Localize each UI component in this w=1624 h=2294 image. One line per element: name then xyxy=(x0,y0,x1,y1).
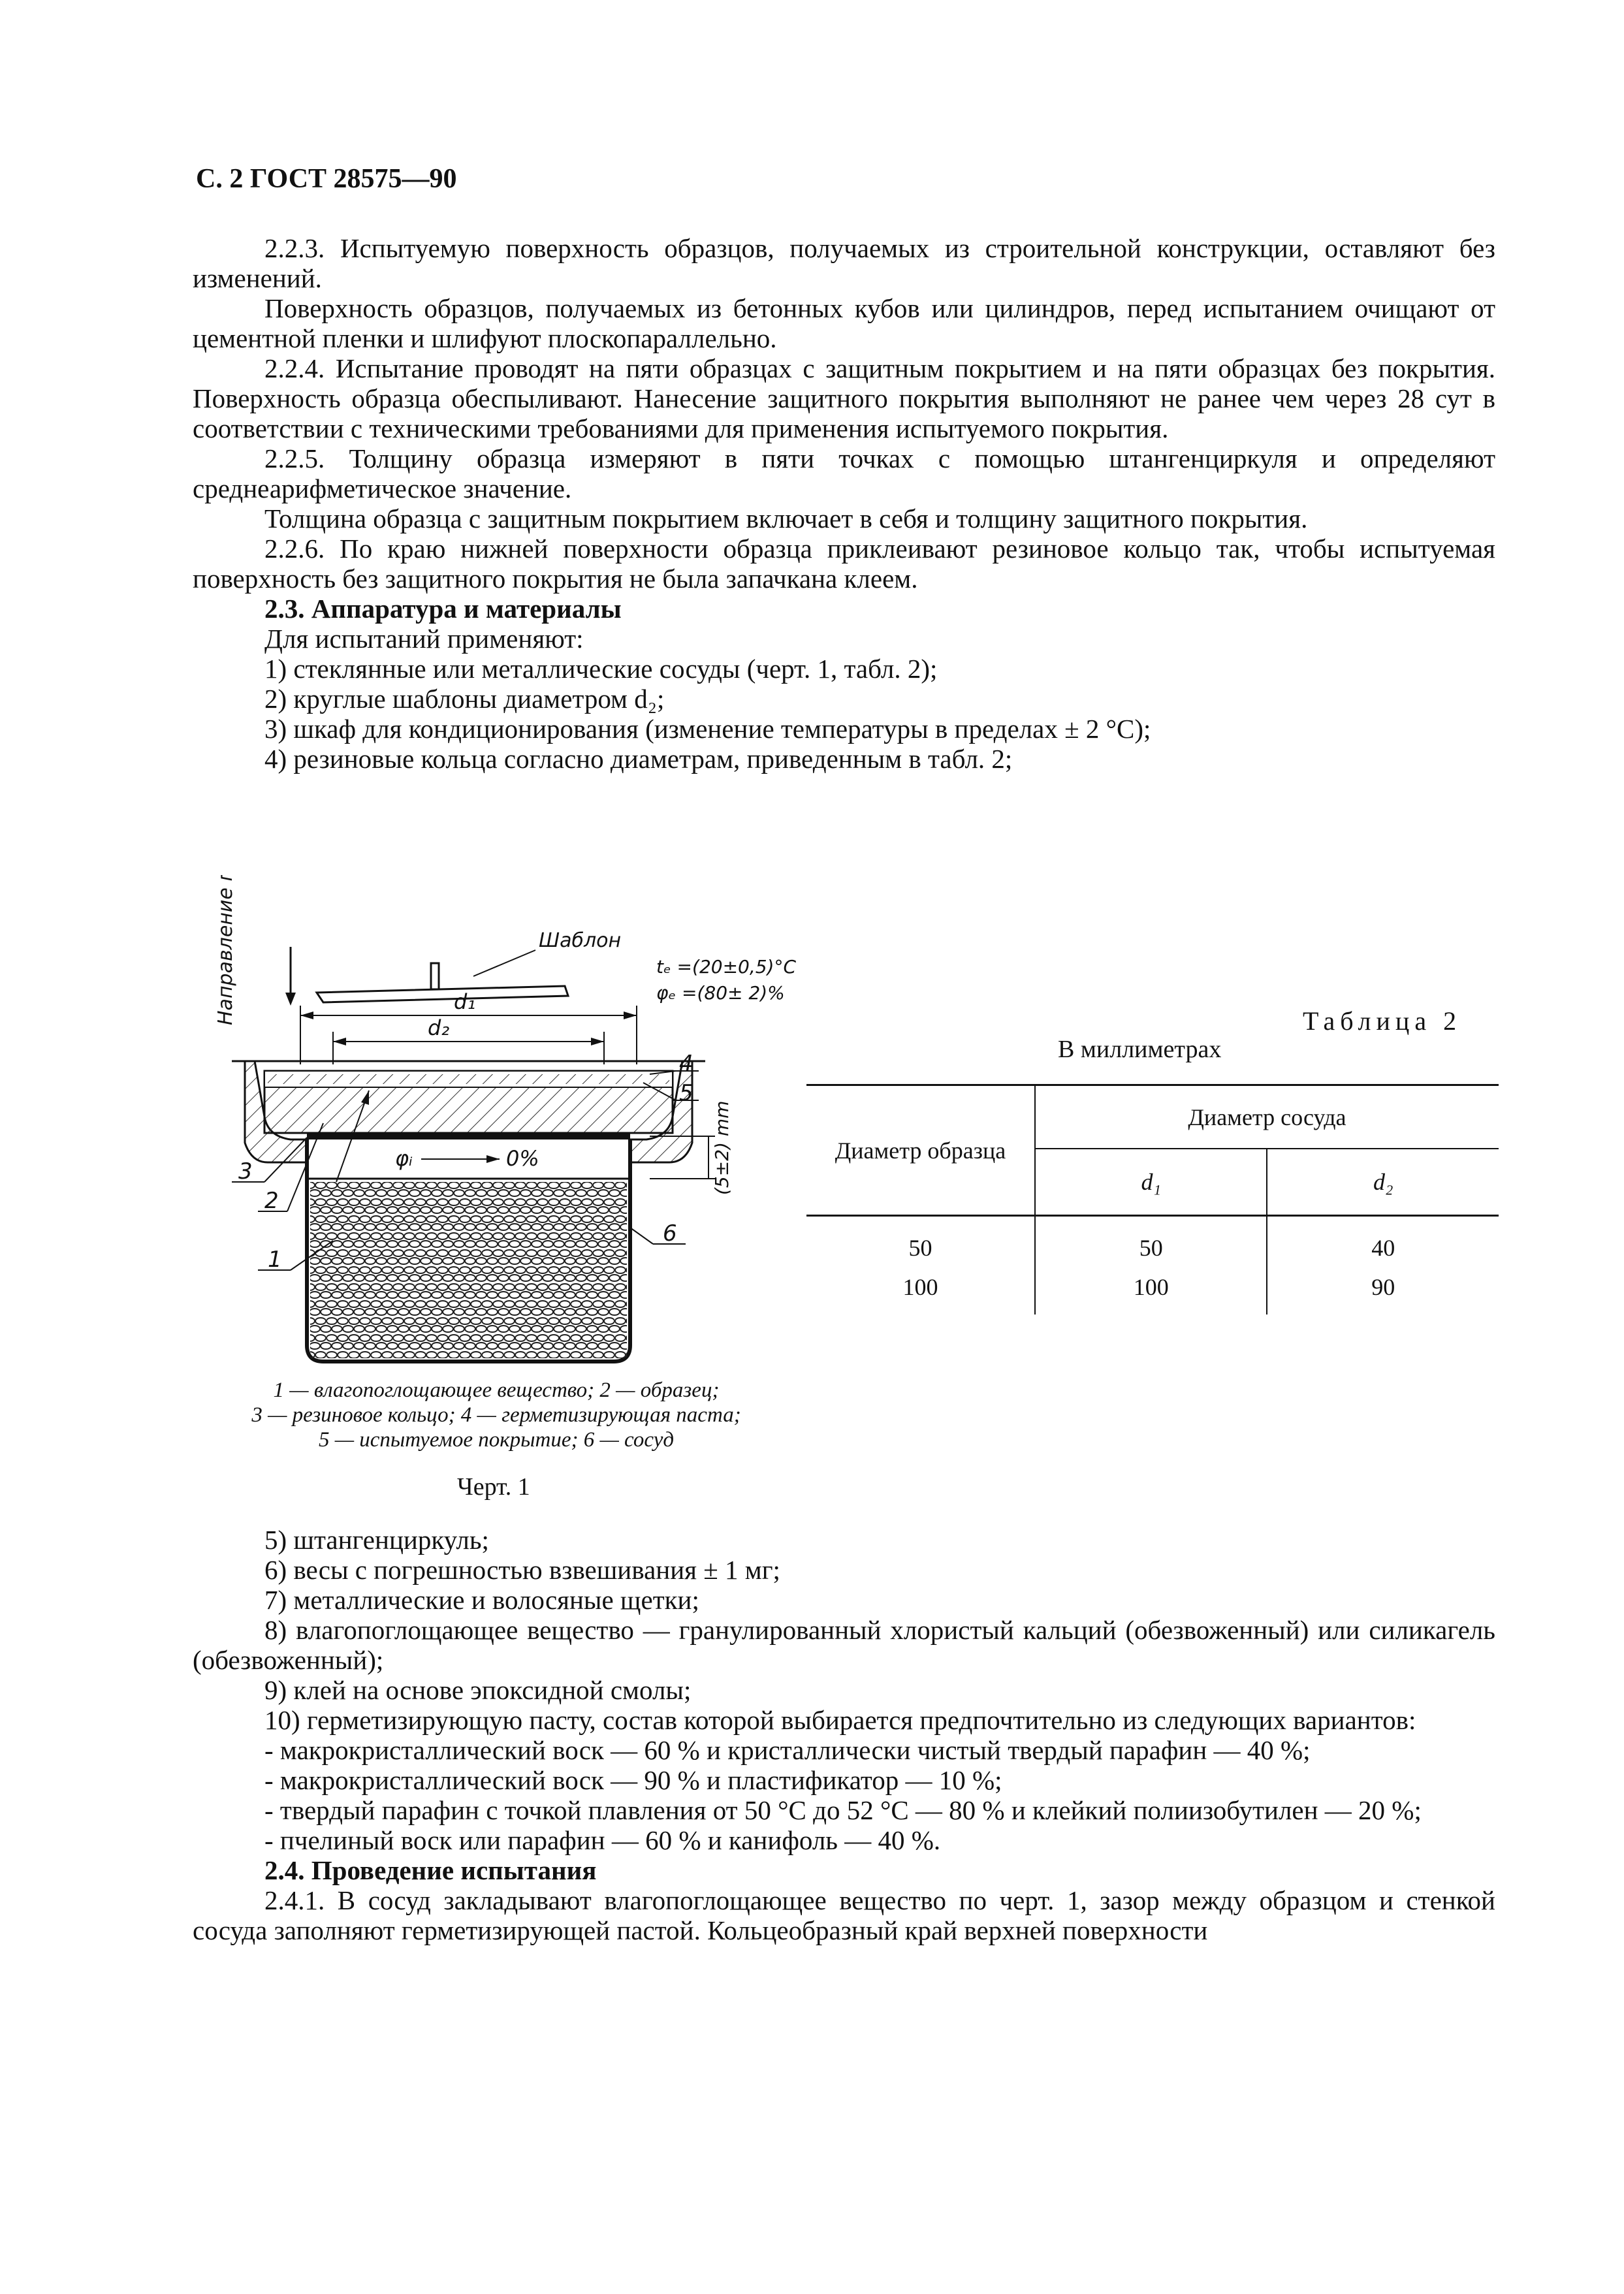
paragraph: 2.2.5. Толщину образца измеряют в пяти точках с помощью штангенциркуля и определяют среднеарифметическое значение. xyxy=(193,443,1495,503)
label-6: 6 xyxy=(663,1220,677,1247)
dash-item: - пчелиный воск или парафин — 60 % и канифоль — 40 %. xyxy=(264,1825,941,1855)
list-item: 8) влагопоглощающее вещество — гранулированный хлористый кальций (обезвоженный) или силикагель (обезвоженный); xyxy=(193,1615,1495,1675)
page-header: С. 2 ГОСТ 28575—90 xyxy=(196,164,457,194)
dash-item: - твердый парафин с точкой плавления от 50 °С до 52 °С — 80 % и клейкий полиизобутилен — 20 %; xyxy=(264,1795,1422,1825)
section-heading: 2.4. Проведение испытания xyxy=(264,1855,597,1885)
phi-i-value: 0% xyxy=(506,1146,539,1171)
label-1: 1 xyxy=(268,1247,282,1273)
paragraph: Толщина образца с защитным покрытием включает в себя и толщину защитного покрытия. xyxy=(264,503,1308,534)
dash-item: - макрокристаллический воск — 90 % и пластификатор — 10 %; xyxy=(264,1765,1002,1795)
label-5: 5 xyxy=(679,1080,693,1106)
list-item: 9) клей на основе эпоксидной смолы; xyxy=(264,1675,692,1705)
list-item: 5) штангенциркуль; xyxy=(264,1525,489,1555)
label-2: 2 xyxy=(264,1188,279,1214)
list-item: 2) круглые шаблоны диаметром d₂; xyxy=(264,684,665,714)
phi-i-label: φᵢ xyxy=(395,1146,413,1171)
legend-line: 1 — влагопоглощающее вещество; 2 — образец; xyxy=(273,1378,720,1402)
table-row xyxy=(806,1267,1499,1314)
col-vessel-header: Диаметр сосуда xyxy=(1035,1085,1499,1149)
table-header-row xyxy=(806,1085,1499,1149)
intro-text: Для испытаний применяют: xyxy=(264,624,584,654)
legend-line: 5 — испытуемое покрытие; 6 — сосуд xyxy=(318,1428,675,1452)
drawing-svg xyxy=(193,875,800,1397)
text-block-bottom xyxy=(193,1525,1495,1945)
dim-label: (5±2) mm xyxy=(711,1100,733,1195)
paragraph: Поверхность образцов, получаемых из бетонных кубов или цилиндров, перед испытанием очищают от цементной пленки и шлифуют плоскопараллельно. xyxy=(193,293,1495,353)
table-cell: 100 xyxy=(902,1274,938,1300)
list-item: 7) металлические и волосяные щетки; xyxy=(264,1585,699,1615)
table-cell: 90 xyxy=(1267,1267,1499,1314)
phi-e-label: φₑ =(80± 2)% xyxy=(656,982,785,1004)
paragraph: 2.2.6. По краю нижней поверхности образца приклеивают резиновое кольцо так, чтобы испытуемая поверхность без защитного покрытия не была запачкана клеем. xyxy=(193,534,1495,594)
list-item: 4) резиновые кольца согласно диаметрам, приведенным в табл. 2; xyxy=(264,744,1013,774)
list-item: 10) герметизирующую пасту, состав которой выбирается предпочтительно из следующих вариантов: xyxy=(264,1705,1416,1735)
list-item: 1) стеклянные или металлические сосуды (черт. 1, табл. 2); xyxy=(264,654,938,684)
d1-label: d₁ xyxy=(454,989,476,1014)
list-item: 3) шкаф для кондиционирования (изменение температуры в пределах ± 2 °С); xyxy=(264,714,1151,744)
label-4: 4 xyxy=(679,1051,693,1077)
technical-drawing xyxy=(193,875,800,1397)
table-caption: Таблица 2 xyxy=(1303,1006,1462,1036)
table-cell: 100 xyxy=(1035,1267,1267,1314)
table-unit: В миллиметрах xyxy=(1058,1036,1222,1063)
col-d2-header: d₂ xyxy=(1267,1149,1499,1216)
paragraph: 2.2.4. Испытание проводят на пяти образцах с защитным покрытием и на пяти образцах без покрытия. Поверхность образца обеспыливают. Нанесение защитного покрытия выполняют не ранее чем через 28 сут в соответствии с техническими требованиями для применения испытуемого покрытия. xyxy=(193,353,1495,443)
list-item: 6) весы с погрешностью взвешивания ± 1 мг; xyxy=(264,1555,780,1585)
text-block-top xyxy=(193,233,1495,774)
te-label: tₑ =(20±0,5)°C xyxy=(656,956,797,978)
paragraph: 2.2.3. Испытуемую поверхность образцов, получаемых из строительной конструкции, оставляют без изменений. xyxy=(193,233,1495,293)
figure-legend xyxy=(193,1378,800,1452)
paragraph: 2.4.1. В сосуд закладывают влагопоглощающее вещество по черт. 1, зазор между образцом и стенкой сосуда заполняют герметизирующей пастой. Кольцеобразный край верхней поверхности xyxy=(193,1885,1495,1945)
template-label: Шаблон xyxy=(539,929,622,952)
d2-label: d₂ xyxy=(428,1015,450,1040)
table-2 xyxy=(806,1084,1499,1314)
col-d1-header: d₁ xyxy=(1035,1149,1267,1216)
col-sample-header: Диаметр образца xyxy=(806,1085,1035,1216)
table-row xyxy=(806,1216,1499,1268)
section-heading: 2.3. Аппаратура и материалы xyxy=(264,594,622,624)
table-cell: 50 xyxy=(1035,1216,1267,1268)
table-cell: 50 xyxy=(908,1235,932,1261)
legend-line: 3 — резиновое кольцо; 4 — герметизирующая паста; xyxy=(251,1403,741,1427)
figure-caption: Черт. 1 xyxy=(457,1473,530,1501)
direction-label: Направление потока пара xyxy=(214,875,237,1025)
table-cell: 40 xyxy=(1267,1216,1499,1268)
dash-item: - макрокристаллический воск — 60 % и кристаллически чистый твердый парафин — 40 %; xyxy=(264,1735,1311,1765)
label-3: 3 xyxy=(238,1158,253,1185)
